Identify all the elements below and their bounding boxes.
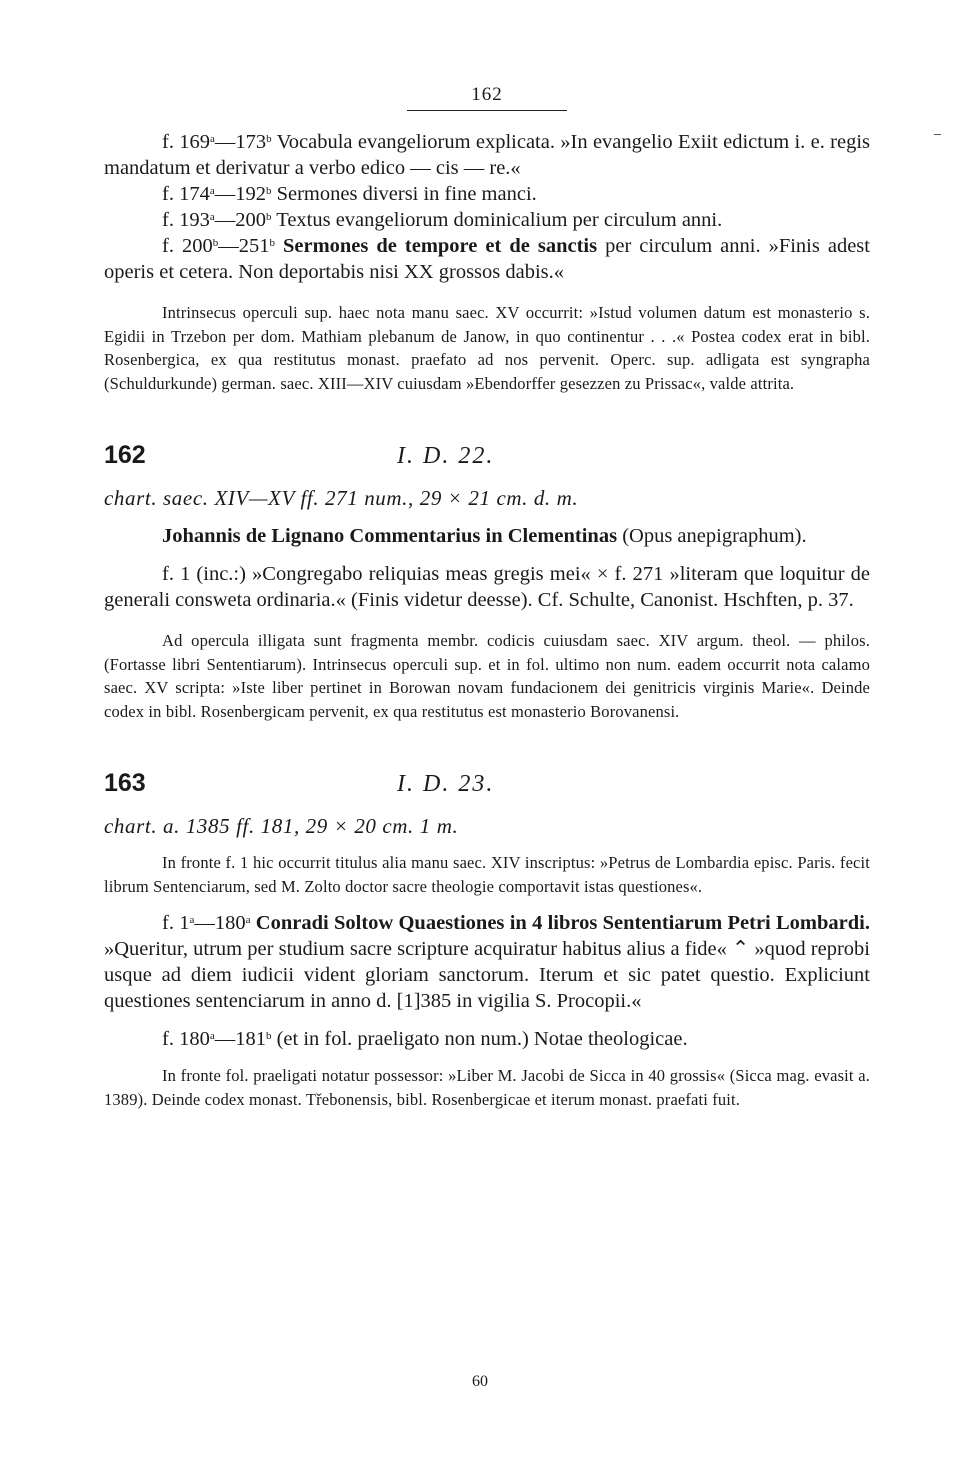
provenance-note: Ad opercula illigata sunt fragmenta membr. codicis cuiusdam saec. XIV argum. theol. — philos. (Fortasse libri Sententiarum). Intrinsecus operculi sup. et in fol. ultimo non num. eadem occurrit nota calamo saec. XV scripta: »Iste liber pertinet in Borowan novam fundacionem dei genitricis virginis Marie«. Deinde codex in bibl. Rosenbergicam pervenit, ex qua restitutus est monasterio Borovanensi. [104, 631, 870, 721]
content-paragraph: f. 1$^a$—180$^a$ Conradi Soltow Quaestiones in 4 libros Sententiarum Petri Lombardi. »Queritur, utrum per studium sacre scripture acquiratur habitus alius a fide« ⌃ »quod reprobi usque ad diem iudicii vident gloriam sanctorum. Iterum et sic patet questio. Expliciunt questiones sentenciarum in anno d. [1]385 in vigilia S. Procopii.« [104, 912, 870, 1012]
margin-mark [934, 134, 941, 135]
entry-header [104, 441, 870, 470]
shelf-mark: I. D. 23. [397, 771, 495, 797]
content-paragraph: f. 193$^a$—200$^b$ Textus evangeliorum dominicalium per circulum anni. [162, 209, 723, 231]
page-number: 162 [471, 84, 503, 105]
document-page [104, 84, 870, 1111]
provenance-note: In fronte f. 1 hic occurrit titulus alia manu saec. XIV inscriptus: »Petrus de Lombardia episc. Paris. fecit librum Sentenciarum, sed M. Zolto doctor sacre theologie comportavit istas questiones«. [104, 853, 870, 896]
entry-number: 163 [104, 769, 146, 797]
work-title: Johannis de Lignano Commentarius in Clementinas (Opus anepigraphum). [162, 525, 807, 547]
provenance-note: Intrinsecus operculi sup. haec nota manu saec. XV occurrit: »Istud volumen datum est monasterio s. Egidii in Trzebon per dom. Mathiam plebanum de Janow, in quo continentur . . .« Postea codex erat in bibl. Rosenbergica, ex qua restitutus monast. praefato ad nos pervenit. Operc. sup. adligata est syngrapha (Schuldurkunde) german. saec. XIII—XIV cuiusdam »Ebendorffer gesezzen zu Prissac«, valde attrita. [104, 303, 870, 393]
shelf-mark: I. D. 22. [397, 443, 495, 469]
entry-header [104, 769, 870, 798]
codex-description: chart. a. 1385 ff. 181, 29 × 20 cm. 1 m. [104, 814, 459, 838]
content-paragraph: f. 174$^a$—192$^b$ Sermones diversi in fine manci. [162, 183, 537, 205]
folio-number: 60 [472, 1373, 488, 1390]
provenance-note: In fronte fol. praeligati notatur possessor: »Liber M. Jacobi de Sicca in 40 grossis« (Sicca mag. evasit a. 1389). Deinde codex monast. Třebonensis, bibl. Rosenbergicae et iterum monast. praefati fuit. [104, 1066, 870, 1109]
content-paragraph: f. 1 (inc.:) »Congregabo reliquias meas gregis mei« × f. 271 »literam que loquitur de generali consweta ordinaria.« (Finis videtur deesse). Cf. Schulte, Canonist. Hschften, p. 37. [104, 563, 870, 611]
content-paragraph: f. 169$^a$—173$^b$ Vocabula evangeliorum explicata. »In evangelio Exiit edictum i. e. regis mandatum et derivatur a verbo edico — cis — re.« [104, 131, 871, 179]
entry-number: 162 [104, 441, 146, 469]
content-paragraph: f. 180$^a$—181$^b$ (et in fol. praeligato non num.) Notae theologicae. [162, 1028, 688, 1050]
header-rule [407, 110, 567, 111]
codex-description: chart. saec. XIV—XV ff. 271 num., 29 × 21 cm. d. m. [104, 486, 579, 510]
content-paragraph: f. 200$^b$—251$^b$ Sermones de tempore et de sanctis per circulum anni. »Finis adest operis et cetera. Non deportabis nisi XX grossos dabis.« [104, 235, 870, 283]
